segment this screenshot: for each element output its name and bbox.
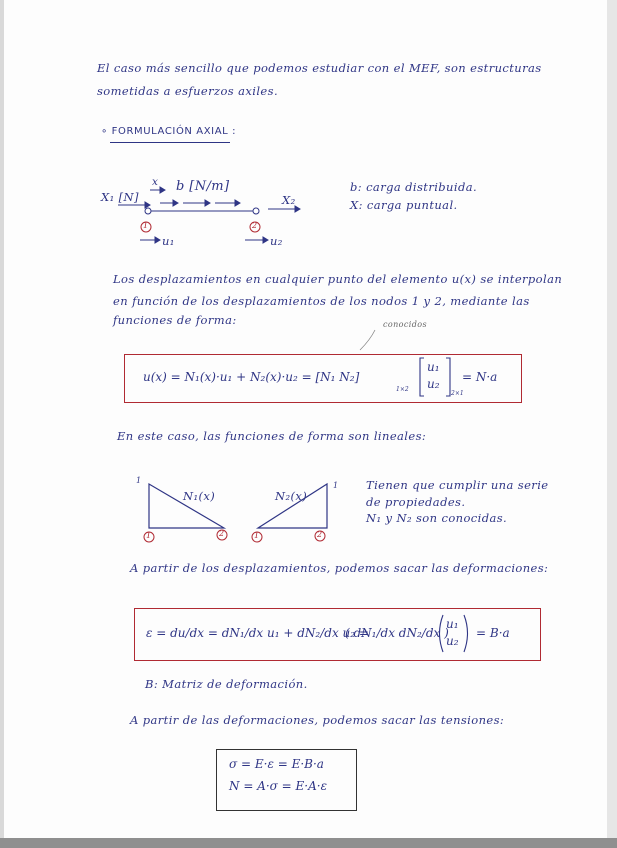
- para1-line-1: Los desplazamientos en cualquier punto del elemento u(x) se interpolan: [113, 272, 563, 286]
- para1-line-3: funciones de forma:: [113, 313, 237, 327]
- equation1-vec-bottom: u₂: [427, 377, 440, 391]
- section-title: ∘ FORMULACIÓN AXIAL :: [101, 126, 237, 137]
- shape-one-left: 1: [136, 476, 142, 485]
- legend-b: b: carga distribuida.: [350, 180, 478, 194]
- node-1-label: 1: [143, 221, 149, 230]
- intro-line-2: sometidas a esfuerzos axiles.: [97, 84, 278, 98]
- equation2-rhs: = B·a: [476, 626, 510, 640]
- para1-line-2: en función de los desplazamientos de los nodos 1 y 2, mediante las: [113, 294, 530, 308]
- equation2-lhs: ε = du/dx = dN₁/dx u₁ + dN₂/dx u₂ =: [146, 626, 369, 640]
- equation2-row: ( dN₁/dx dN₂/dx ): [345, 626, 449, 640]
- node-2-label: 2: [252, 221, 258, 230]
- annotation-conocidos: conocidos: [383, 320, 427, 329]
- equation3-line-2: N = A·σ = E·A·ε: [229, 779, 328, 793]
- para2: En este caso, las funciones de forma son lineales:: [117, 429, 427, 443]
- equation1-vec-top: u₁: [427, 360, 440, 374]
- u2-label: u₂: [270, 234, 283, 248]
- u1-label: u₁: [162, 234, 175, 248]
- shape-node-1b: 1: [254, 531, 260, 540]
- equation2-vec-bottom: u₂: [446, 634, 459, 648]
- n2-label: N₂(x): [275, 489, 308, 503]
- x2-label: X₂: [282, 193, 296, 207]
- shape-note-3: N₁ y N₂ son conocidas.: [366, 511, 508, 525]
- shape-node-1: 1: [146, 531, 152, 540]
- n1-label: N₁(x): [183, 489, 216, 503]
- shape-node-2b: 2: [317, 530, 323, 539]
- equation1-size-2: 2×1: [451, 390, 464, 397]
- para3: A partir de los desplazamientos, podemos sacar las deformaciones:: [130, 561, 549, 575]
- intro-line-1: El caso más sencillo que podemos estudiar con el MEF, son estructuras: [97, 61, 542, 75]
- shape-one-right: 1: [333, 481, 339, 490]
- b-matrix-note: B: Matriz de deformación.: [145, 677, 308, 691]
- x1-label: X₁ [N]: [101, 190, 139, 204]
- shape-note-1: Tienen que cumplir una serie: [366, 478, 549, 492]
- b-label: b [N/m]: [176, 179, 230, 194]
- equation2-vec-top: u₁: [446, 617, 459, 631]
- equation1-rhs: = N·a: [462, 370, 498, 384]
- x-axis-label: x: [152, 176, 159, 188]
- equation3-line-1: σ = E·ε = E·B·a: [229, 757, 324, 771]
- equation1-lhs: u(x) = N₁(x)·u₁ + N₂(x)·u₂ = [N₁ N₂]: [143, 370, 360, 384]
- para4: A partir de las deformaciones, podemos sacar las tensiones:: [130, 713, 505, 727]
- shape-note-2: de propiedades.: [366, 495, 466, 509]
- equation1-size-1: 1×2: [396, 386, 409, 393]
- legend-x: X: carga puntual.: [350, 198, 458, 212]
- shape-node-2: 2: [219, 529, 225, 538]
